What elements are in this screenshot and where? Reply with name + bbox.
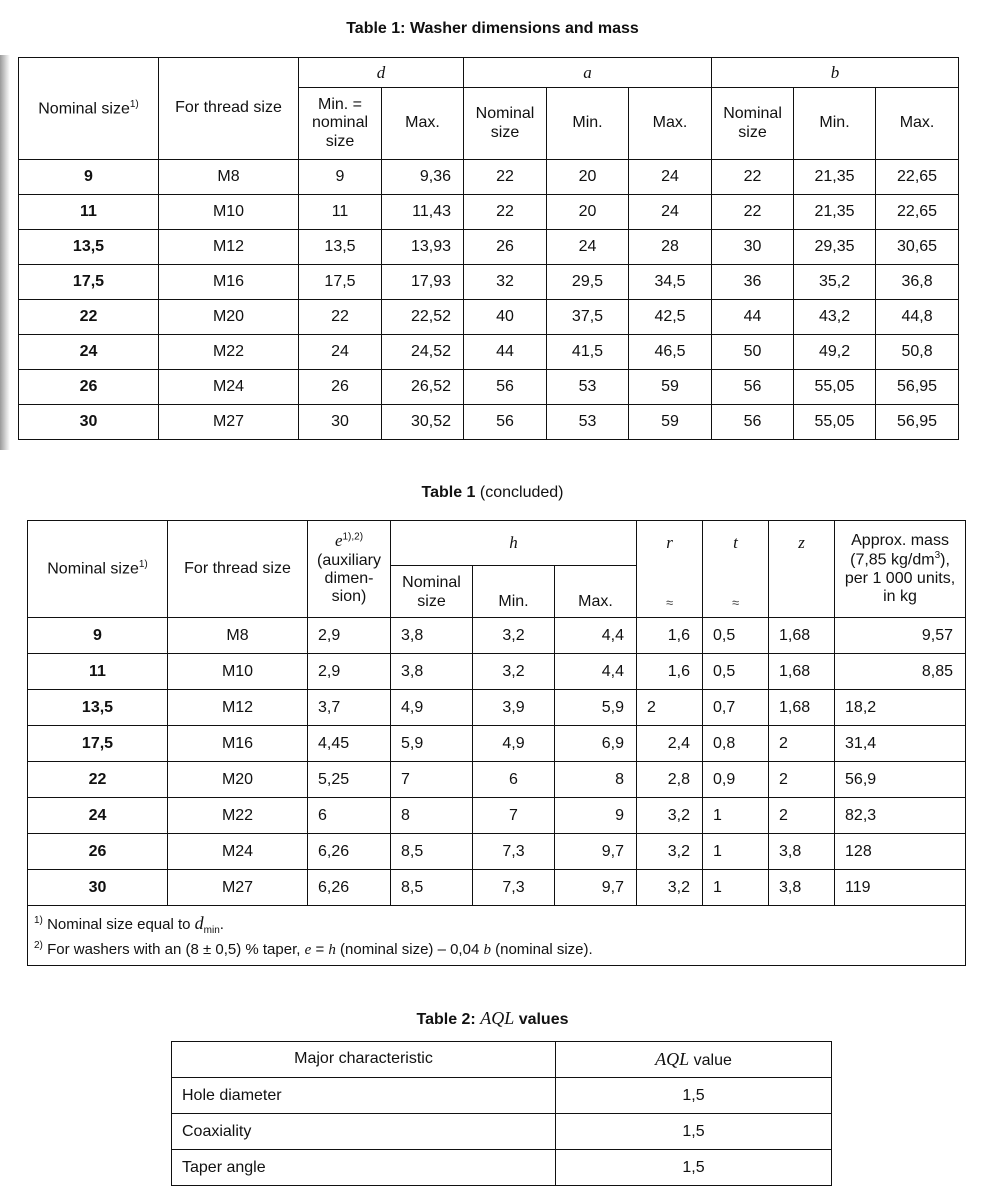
t1b-header-h: h bbox=[391, 521, 637, 566]
table-cell: 22 bbox=[19, 300, 159, 335]
table-cell: 35,2 bbox=[794, 265, 876, 300]
footnotes bbox=[28, 906, 966, 966]
table-cell: Hole diameter bbox=[172, 1078, 556, 1114]
table-cell: 2 bbox=[637, 690, 703, 726]
table-cell: M22 bbox=[168, 798, 308, 834]
table-cell: 1,6 bbox=[637, 618, 703, 654]
table-cell: 22,65 bbox=[876, 195, 959, 230]
table-cell: 50,8 bbox=[876, 335, 959, 370]
table-cell: 1,5 bbox=[556, 1114, 832, 1150]
table-cell: 55,05 bbox=[794, 405, 876, 440]
scan-edge-shadow bbox=[0, 55, 10, 450]
table2-caption bbox=[0, 1008, 985, 1029]
t1-header-b-nominal: Nominal size bbox=[712, 88, 794, 160]
table-cell: 5,9 bbox=[555, 690, 637, 726]
table-cell: 4,9 bbox=[391, 690, 473, 726]
table-cell: 49,2 bbox=[794, 335, 876, 370]
table-cell: 6 bbox=[308, 798, 391, 834]
table-cell: 56,95 bbox=[876, 370, 959, 405]
table-cell: M22 bbox=[159, 335, 299, 370]
t1-header-d-min: Min. = nominal size bbox=[299, 88, 382, 160]
t1b-header-r: r bbox=[637, 521, 703, 566]
table-row bbox=[28, 618, 966, 654]
table-cell: 59 bbox=[629, 405, 712, 440]
table-cell: 31,4 bbox=[835, 726, 966, 762]
table-cell: 13,5 bbox=[19, 230, 159, 265]
t1-header-d: d bbox=[299, 58, 464, 88]
t1b-header-nominal-size: Nominal size$^{1)}$ bbox=[28, 521, 168, 618]
table-cell: 17,5 bbox=[28, 726, 168, 762]
table1b-caption-label: Table 1 bbox=[421, 484, 476, 501]
table-cell: Coaxiality bbox=[172, 1114, 556, 1150]
table1-caption-text: Washer dimensions and mass bbox=[409, 20, 639, 37]
footnote-2: $^{2)}$ For washers with an (8 ± 0,5) % taper, e = h (nominal size) – 0,04 b (nominal size). bbox=[34, 939, 593, 958]
table-row bbox=[19, 230, 959, 265]
table-cell: 24 bbox=[629, 160, 712, 195]
table-row bbox=[19, 160, 959, 195]
table-cell: 40 bbox=[464, 300, 547, 335]
table-cell: 22,52 bbox=[382, 300, 464, 335]
table-cell: 3,8 bbox=[769, 834, 835, 870]
table-cell: 1 bbox=[703, 798, 769, 834]
table-cell: M10 bbox=[168, 654, 308, 690]
table-cell: 22 bbox=[28, 762, 168, 798]
table-cell: 30,65 bbox=[876, 230, 959, 265]
table-cell: 8,85 bbox=[835, 654, 966, 690]
t1-header-nominal-size: Nominal size$^{1)}$ bbox=[19, 58, 159, 160]
table-cell: 56 bbox=[712, 405, 794, 440]
t1b-header-mass: Approx. mass (7,85 $kg/dm^3$), per 1 000 units, in kg bbox=[835, 521, 966, 618]
table-cell: 5,9 bbox=[391, 726, 473, 762]
table-cell: 1,68 bbox=[769, 654, 835, 690]
table-cell: 9 bbox=[28, 618, 168, 654]
table-cell: 2 bbox=[769, 726, 835, 762]
table-row bbox=[28, 690, 966, 726]
table-cell: M27 bbox=[168, 870, 308, 906]
table-cell: 56,95 bbox=[876, 405, 959, 440]
table-row bbox=[19, 335, 959, 370]
t1b-header-h-min: Min. bbox=[473, 566, 555, 618]
table-cell: 36 bbox=[712, 265, 794, 300]
table-cell: 7 bbox=[391, 762, 473, 798]
table-cell: 1,68 bbox=[769, 690, 835, 726]
table-cell: 3,2 bbox=[637, 798, 703, 834]
t1b-header-z-blank bbox=[769, 566, 835, 618]
table-cell: 3,2 bbox=[473, 654, 555, 690]
t1b-header-t: t bbox=[703, 521, 769, 566]
table2-caption-aql: AQL bbox=[480, 1008, 515, 1028]
table-cell: 2,9 bbox=[308, 654, 391, 690]
table-cell: 4,45 bbox=[308, 726, 391, 762]
table-cell: 42,5 bbox=[629, 300, 712, 335]
table-cell: 56 bbox=[464, 370, 547, 405]
table-cell: 2 bbox=[769, 762, 835, 798]
table1-caption bbox=[0, 20, 985, 38]
table-cell: 0,7 bbox=[703, 690, 769, 726]
table-cell: 21,35 bbox=[794, 160, 876, 195]
table-cell: 56,9 bbox=[835, 762, 966, 798]
table-cell: 3,2 bbox=[637, 834, 703, 870]
table-cell: 17,5 bbox=[299, 265, 382, 300]
table-row bbox=[19, 195, 959, 230]
table-cell: 6,26 bbox=[308, 834, 391, 870]
t1b-header-h-nominal: Nominal size bbox=[391, 566, 473, 618]
table-cell: 44,8 bbox=[876, 300, 959, 335]
table-cell: 26 bbox=[464, 230, 547, 265]
table1-caption-label: Table 1: bbox=[346, 20, 406, 37]
table-cell: 20 bbox=[547, 195, 629, 230]
table2-aql-values bbox=[171, 1041, 832, 1186]
table-cell: 26 bbox=[299, 370, 382, 405]
table-cell: 44 bbox=[712, 300, 794, 335]
t1-header-a: a bbox=[464, 58, 712, 88]
table-cell: 2,9 bbox=[308, 618, 391, 654]
table-cell: 11 bbox=[28, 654, 168, 690]
table-row bbox=[28, 762, 966, 798]
table-cell: 2,8 bbox=[637, 762, 703, 798]
table-cell: 6,9 bbox=[555, 726, 637, 762]
table-cell: 44 bbox=[464, 335, 547, 370]
table-cell: M24 bbox=[168, 834, 308, 870]
table-cell: 3,8 bbox=[391, 618, 473, 654]
t1-header-b-min: Min. bbox=[794, 88, 876, 160]
table-cell: 0,5 bbox=[703, 654, 769, 690]
table1-washer-dimensions bbox=[18, 57, 959, 440]
t1b-header-t-approx: ≈ bbox=[703, 566, 769, 618]
table-row bbox=[28, 798, 966, 834]
table-row bbox=[172, 1150, 832, 1186]
table2-caption-label: Table 2: bbox=[416, 1011, 476, 1028]
table1-concluded bbox=[27, 520, 966, 966]
table-cell: 17,5 bbox=[19, 265, 159, 300]
table-cell: 7,3 bbox=[473, 834, 555, 870]
table-cell: 26,52 bbox=[382, 370, 464, 405]
table-cell: 24 bbox=[629, 195, 712, 230]
table-cell: 0,8 bbox=[703, 726, 769, 762]
t1-header-a-nominal: Nominal size bbox=[464, 88, 547, 160]
table-cell: 9,7 bbox=[555, 870, 637, 906]
table-cell: 8 bbox=[391, 798, 473, 834]
table1b-caption bbox=[0, 484, 985, 502]
table-cell: 13,93 bbox=[382, 230, 464, 265]
table-cell: 55,05 bbox=[794, 370, 876, 405]
footnote-1: $^{1)}$ Nominal size equal to $d_{min}$. bbox=[34, 913, 224, 936]
table-cell: 13,5 bbox=[299, 230, 382, 265]
table-cell: M10 bbox=[159, 195, 299, 230]
table-cell: 43,2 bbox=[794, 300, 876, 335]
table-cell: 41,5 bbox=[547, 335, 629, 370]
t1-header-a-min: Min. bbox=[547, 88, 629, 160]
table-cell: 7,3 bbox=[473, 870, 555, 906]
table-cell: 0,9 bbox=[703, 762, 769, 798]
table-cell: 22 bbox=[712, 160, 794, 195]
table-cell: 24 bbox=[547, 230, 629, 265]
table-cell: M16 bbox=[168, 726, 308, 762]
table-cell: 22 bbox=[299, 300, 382, 335]
table-row bbox=[172, 1114, 832, 1150]
table-cell: 56 bbox=[712, 370, 794, 405]
table-cell: 3,2 bbox=[473, 618, 555, 654]
t1-header-b: b bbox=[712, 58, 959, 88]
table-cell: 32 bbox=[464, 265, 547, 300]
table-cell: 46,5 bbox=[629, 335, 712, 370]
table-cell: 30,52 bbox=[382, 405, 464, 440]
t2-header-aql-value: AQL value bbox=[556, 1042, 832, 1078]
t1b-header-z: z bbox=[769, 521, 835, 566]
table-cell: M24 bbox=[159, 370, 299, 405]
table-cell: 3,2 bbox=[637, 870, 703, 906]
footnotes-row bbox=[28, 906, 966, 966]
table-cell: 30 bbox=[19, 405, 159, 440]
table2-caption-text: values bbox=[518, 1011, 569, 1028]
table-cell: 2,4 bbox=[637, 726, 703, 762]
table-cell: 8 bbox=[555, 762, 637, 798]
table1b-caption-text: (concluded) bbox=[479, 484, 564, 501]
table-cell: 6,26 bbox=[308, 870, 391, 906]
table-cell: 53 bbox=[547, 405, 629, 440]
table-cell: 28 bbox=[629, 230, 712, 265]
table-cell: 3,8 bbox=[391, 654, 473, 690]
t1b-header-thread-size: For thread size bbox=[168, 521, 308, 618]
table-cell: M20 bbox=[168, 762, 308, 798]
table-cell: 30 bbox=[712, 230, 794, 265]
table-row bbox=[19, 265, 959, 300]
table-cell: 22 bbox=[464, 160, 547, 195]
table-cell: M27 bbox=[159, 405, 299, 440]
table-cell: 24 bbox=[19, 335, 159, 370]
table-cell: 9 bbox=[19, 160, 159, 195]
table-cell: 26 bbox=[19, 370, 159, 405]
t1-header-a-max: Max. bbox=[629, 88, 712, 160]
table-cell: 22 bbox=[464, 195, 547, 230]
t2-header-characteristic: Major characteristic bbox=[172, 1042, 556, 1078]
table-cell: 5,25 bbox=[308, 762, 391, 798]
table-cell: M12 bbox=[168, 690, 308, 726]
table-cell: 34,5 bbox=[629, 265, 712, 300]
t1b-header-r-approx: ≈ bbox=[637, 566, 703, 618]
table-cell: 4,9 bbox=[473, 726, 555, 762]
table-cell: 53 bbox=[547, 370, 629, 405]
table-row bbox=[19, 370, 959, 405]
table-cell: 37,5 bbox=[547, 300, 629, 335]
table-cell: 56 bbox=[464, 405, 547, 440]
table-cell: 3,7 bbox=[308, 690, 391, 726]
t1-header-d-max: Max. bbox=[382, 88, 464, 160]
table-cell: M20 bbox=[159, 300, 299, 335]
table-cell: 59 bbox=[629, 370, 712, 405]
table-row bbox=[28, 726, 966, 762]
table-row bbox=[19, 300, 959, 335]
table-cell: 18,2 bbox=[835, 690, 966, 726]
t1b-header-h-max: Max. bbox=[555, 566, 637, 618]
table-cell: 9,57 bbox=[835, 618, 966, 654]
table-cell: 11 bbox=[19, 195, 159, 230]
t1b-header-e: $e^{1),2)}$ (auxiliary dimen- sion) bbox=[308, 521, 391, 618]
table-cell: 24 bbox=[28, 798, 168, 834]
table-cell: 22,65 bbox=[876, 160, 959, 195]
table-cell: 26 bbox=[28, 834, 168, 870]
table-cell: 30 bbox=[299, 405, 382, 440]
table-cell: 50 bbox=[712, 335, 794, 370]
table-row bbox=[172, 1078, 832, 1114]
table-row bbox=[28, 834, 966, 870]
table-cell: 3,8 bbox=[769, 870, 835, 906]
table-cell: 17,93 bbox=[382, 265, 464, 300]
table-cell: 1 bbox=[703, 834, 769, 870]
table-cell: 9 bbox=[555, 798, 637, 834]
table-cell: 128 bbox=[835, 834, 966, 870]
table-cell: M12 bbox=[159, 230, 299, 265]
table-cell: 24,52 bbox=[382, 335, 464, 370]
table-row bbox=[19, 405, 959, 440]
table-cell: 1,6 bbox=[637, 654, 703, 690]
t1-header-b-max: Max. bbox=[876, 88, 959, 160]
table-cell: 1,5 bbox=[556, 1078, 832, 1114]
table-cell: 20 bbox=[547, 160, 629, 195]
table-cell: 29,5 bbox=[547, 265, 629, 300]
table-cell: 4,4 bbox=[555, 654, 637, 690]
table-cell: M8 bbox=[168, 618, 308, 654]
table-cell: 0,5 bbox=[703, 618, 769, 654]
table-cell: 36,8 bbox=[876, 265, 959, 300]
table-cell: 24 bbox=[299, 335, 382, 370]
t1-header-thread-size: For thread size bbox=[159, 58, 299, 160]
table-cell: 11 bbox=[299, 195, 382, 230]
table-cell: 1 bbox=[703, 870, 769, 906]
table-cell: M8 bbox=[159, 160, 299, 195]
table-cell: 30 bbox=[28, 870, 168, 906]
table-cell: 13,5 bbox=[28, 690, 168, 726]
table-cell: 21,35 bbox=[794, 195, 876, 230]
table-cell: 29,35 bbox=[794, 230, 876, 265]
table-cell: 1,68 bbox=[769, 618, 835, 654]
table-cell: 9,36 bbox=[382, 160, 464, 195]
table-cell: 8,5 bbox=[391, 834, 473, 870]
table-row bbox=[28, 654, 966, 690]
table-row bbox=[28, 870, 966, 906]
table-cell: 4,4 bbox=[555, 618, 637, 654]
table-cell: 6 bbox=[473, 762, 555, 798]
table-cell: 22 bbox=[712, 195, 794, 230]
table-cell: 3,9 bbox=[473, 690, 555, 726]
table-cell: 7 bbox=[473, 798, 555, 834]
table-cell: 2 bbox=[769, 798, 835, 834]
table-cell: 9,7 bbox=[555, 834, 637, 870]
table-cell: 1,5 bbox=[556, 1150, 832, 1186]
table-cell: 82,3 bbox=[835, 798, 966, 834]
table-cell: 9 bbox=[299, 160, 382, 195]
table-cell: Taper angle bbox=[172, 1150, 556, 1186]
table-cell: M16 bbox=[159, 265, 299, 300]
table-cell: 8,5 bbox=[391, 870, 473, 906]
table-cell: 11,43 bbox=[382, 195, 464, 230]
table-cell: 119 bbox=[835, 870, 966, 906]
